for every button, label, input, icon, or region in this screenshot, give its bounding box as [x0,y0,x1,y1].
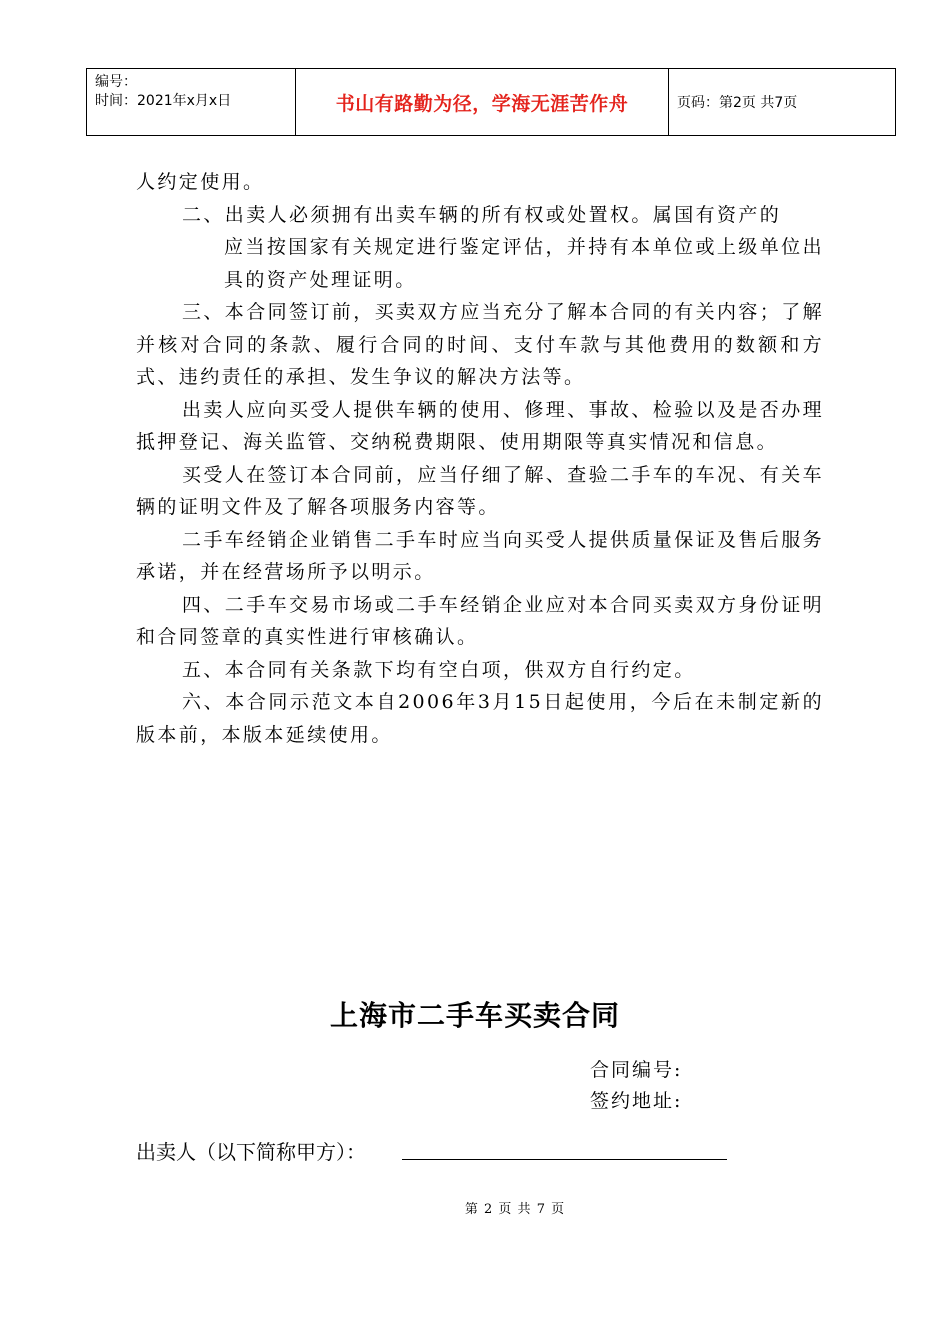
header-meta-cell [87,69,296,136]
paragraph-continuation: 人约定使用。 [136,171,265,193]
page-header [86,68,896,136]
contract-title: 上海市二手车买卖合同 [329,999,620,1032]
paragraph-clause-3: 三、本合同签订前，买卖双方应当充分了解本合同的有关内容；了解并核对合同的条款、履行合同的时间、支付车款与其他费用的数额和方式、违约责任的承担、发生争议的解决方法等。 [136,301,825,388]
document-number-label: 编号： [95,74,137,90]
paragraph-dealer-warranty: 二手车经销企业销售二手车时应当向买受人提供质量保证及售后服务承诺，并在经营场所予以明示。 [136,528,825,583]
paragraph-buyer-inspection: 买受人在签订本合同前，应当仔细了解、查验二手车的车况、有关车辆的证明文件及了解各项服务内容等。 [136,463,825,518]
sign-place-label: 签约地址: [590,1090,683,1112]
document-date-label: 时间：2021年x月x日 [95,93,232,109]
paragraph-clause-4: 四、二手车交易市场或二手车经销企业应对本合同买卖双方身份证明和合同签章的真实性进行审核确认。 [136,593,825,648]
seller-label: 出卖人（以下简称甲方）： [136,1140,366,1164]
seller-blank-line [402,1159,727,1160]
paragraph-seller-disclosure: 出卖人应向买受人提供车辆的使用、修理、事故、检验以及是否办理抵押登记、海关监管、交纳税费期限、使用期限等真实情况和信息。 [136,398,825,453]
paragraph-clause-2: 二、出卖人必须拥有出卖车辆的所有权或处置权。属国有资产的 [182,203,782,226]
paragraph-clause-2-continued: 应当按国家有关规定进行鉴定评估，并持有本单位或上级单位出具的资产处理证明。 [224,236,824,291]
header-motto: 书山有路勤为径，学海无涯苦作舟 [296,69,669,136]
paragraph-clause-6: 六、本合同示范文本自2006年3月15日起使用，今后在未制定新的版本前，本版本延续使用。 [136,691,824,746]
document-body [136,166,824,751]
page-footer: 第 2 页 共 7 页 [464,1202,566,1217]
paragraph-clause-5: 五、本合同有关条款下均有空白项，供双方自行约定。 [182,658,696,681]
header-page-number: 页码：第2页 共7页 [669,69,896,136]
contract-number-label: 合同编号: [590,1059,683,1081]
